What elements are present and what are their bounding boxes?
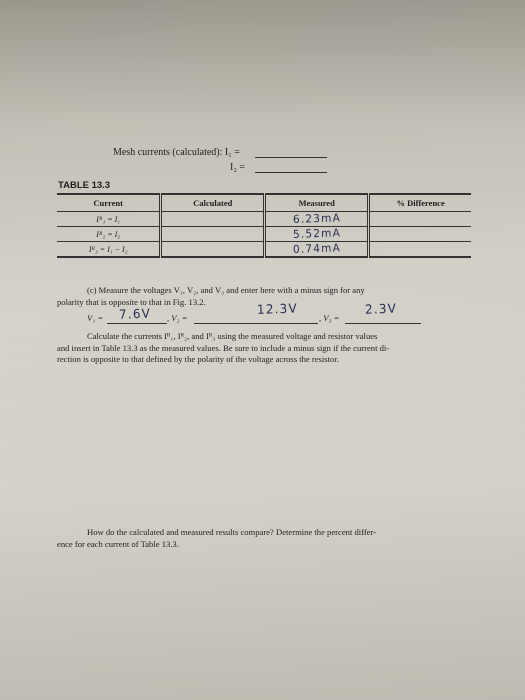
table-header-row [57,194,471,212]
compare-question [57,527,477,550]
table-row [57,242,471,258]
cell-current: Iᴿ₃ = I₁ − I₂ [57,242,161,258]
compare-line2: ence for each current of Table 13.3. [57,538,179,549]
v2-handwritten: 12.3V [256,300,299,318]
part-c-section [57,285,477,366]
part-c-line2: polarity that is opposite to that in Fig. 13.2. [57,296,206,307]
v2-label: , V₂ = [167,312,188,323]
cell-measured[interactable] [265,242,369,258]
mesh-row-i2 [113,158,327,173]
part-c-para2-line2: and insert in Table 13.3 as the measured values. Be sure to include a minus sign if the current di- [57,342,390,353]
cell-calculated[interactable] [161,227,265,242]
part-c-para2-line1: Calculate the currents Iᴿ₁, Iᴿ₂, and Iᴿ₃ using the measured voltage and resistor values [87,331,378,341]
v3-handwritten: 2.3V [364,301,398,317]
i2-blank[interactable] [255,162,327,173]
v2-blank[interactable] [194,311,318,324]
part-c-line1: (c) Measure the voltages V₁, V₂, and V₃ and enter here with a minus sign for any [87,285,365,295]
handwritten-value: 0.74mA [292,241,341,257]
mesh-currents-label [113,147,251,158]
i1-label: I₁ = [224,147,240,158]
part-c-para2-line3: rection is opposite to that defined by the polarity of the voltage across the resistor. [57,354,339,364]
header-difference: % Difference [369,194,471,212]
cell-current: Iᴿ₁ = I₁ [57,212,161,227]
header-measured: Measured [265,194,369,212]
cell-measured[interactable] [265,227,369,242]
mesh-label-text: Mesh currents (calculated): [113,147,223,158]
i1-blank[interactable] [255,147,327,158]
table-row [57,212,471,227]
v1-label: V₁ = [87,312,104,323]
table-row [57,227,471,242]
bleed-through-text: ​ [359,9,361,22]
compare-line1: How do the calculated and measured results compare? Determine the percent differ- [87,527,377,537]
v3-label: , V₃ = [319,312,340,323]
cell-current: Iᴿ₂ = I₂ [57,227,161,242]
handwritten-value: 6.23mA [292,211,341,227]
results-table [57,193,471,258]
table-title: TABLE 13.3 [58,180,111,191]
cell-difference[interactable] [369,242,471,258]
mesh-currents-block [113,143,327,173]
cell-calculated[interactable] [161,212,265,227]
mesh-row-i1 [113,143,327,158]
cell-measured[interactable] [265,212,369,227]
v1-handwritten: 7.6V [118,306,152,322]
cell-difference[interactable] [369,212,471,227]
handwritten-value: 5.52mA [292,226,341,242]
cell-calculated[interactable] [161,242,265,258]
i2-label: I₂ = [230,162,245,173]
header-current: Current [57,194,161,212]
cell-difference[interactable] [369,227,471,242]
header-calculated: Calculated [161,194,265,212]
